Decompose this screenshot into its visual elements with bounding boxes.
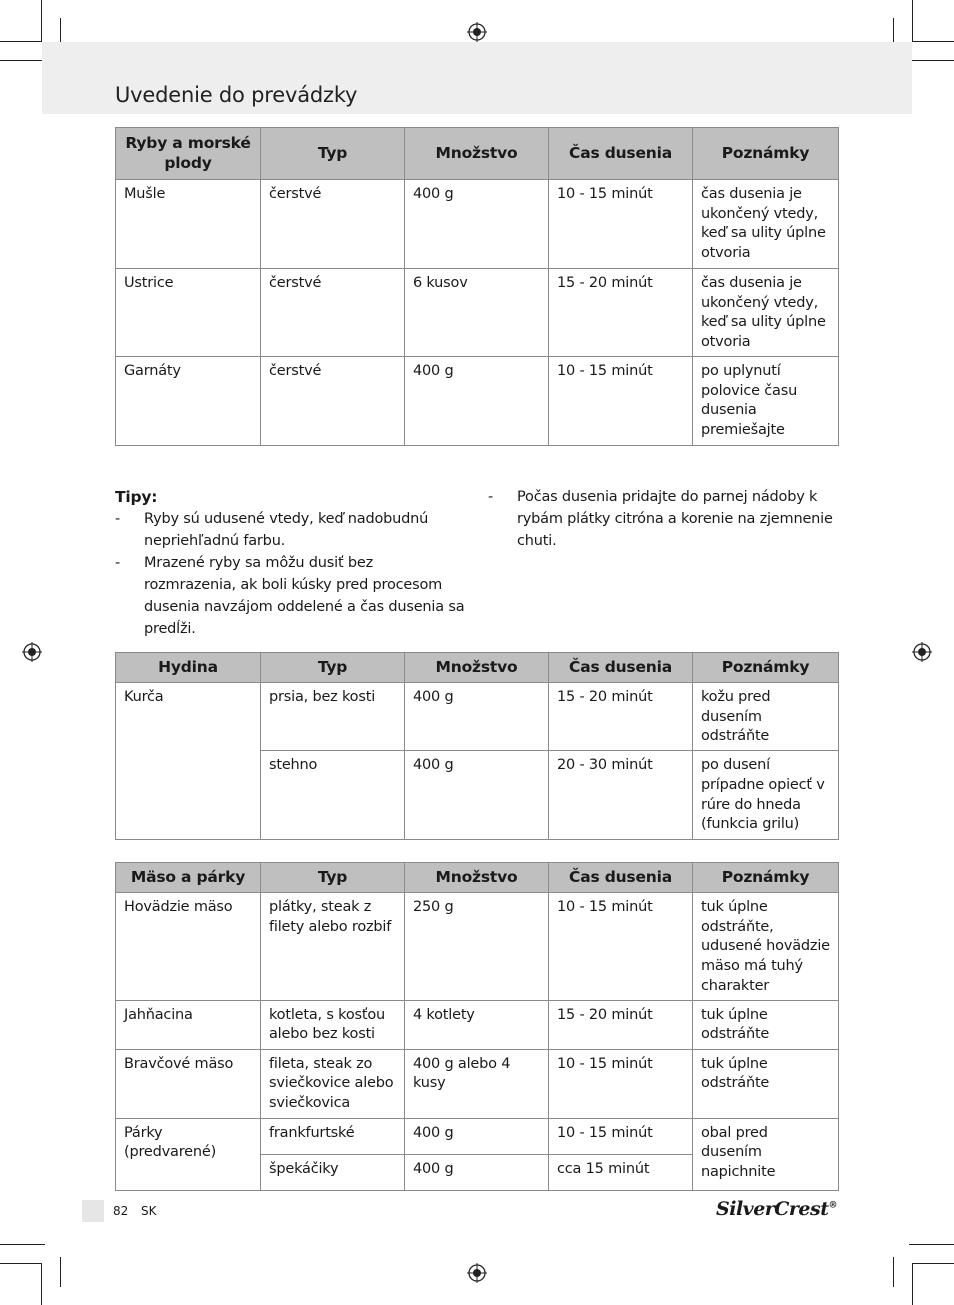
table-row [116,1118,839,1154]
crop-mark [912,1263,913,1305]
meat-table [115,862,839,1191]
tips-left [115,486,469,640]
table-cell: 400 g [405,1118,549,1154]
list-item: - Mrazené ryby sa môžu dusiť bez rozmrazenia, ak boli kúsky pred procesom dusenia navzájom oddelené a čas dusenia sa predĺži. [115,555,465,637]
registered-mark: ® [828,1200,837,1211]
crop-mark [912,41,954,42]
table-cell: fileta, steak zo sviečkovice alebo sviečkovica [261,1049,405,1118]
crop-mark [0,1244,45,1245]
table-header: Čas dusenia [549,863,693,893]
table-cell: tuk úplne odstráňte [693,1049,839,1118]
tip-text: Počas dusenia pridajte do parnej nádoby k rybám plátky citróna a korenie na zjemnenie chuti. [517,489,833,549]
crop-mark [909,1244,954,1245]
table-cell: 400 g [405,1154,549,1190]
table-row [116,180,839,269]
table-cell: čerstvé [261,180,405,269]
page-number: 82 [113,1204,129,1218]
tip-text: Ryby sú udusené vtedy, keď nadobudnú nepriehľadnú farbu. [144,511,429,549]
table-cell: 10 - 15 minút [549,357,693,446]
table-cell: 10 - 15 minút [549,180,693,269]
table-cell: 400 g [405,180,549,269]
registration-mark-icon [912,642,932,662]
table-header: Množstvo [405,863,549,893]
table-cell: 400 g [405,683,549,751]
crop-mark [0,1263,42,1264]
language-code: SK [141,1204,157,1218]
table-cell: po dusení prípadne opiecť v rúre do hneda (funkcia grilu) [693,751,839,840]
table-cell: Garnáty [116,357,261,446]
table-header: Poznámky [693,128,839,180]
table-header: Čas dusenia [549,653,693,683]
crop-mark [41,1263,42,1305]
page-title: Uvedenie do prevádzky [115,83,358,107]
tips-title: Tipy: [115,488,158,506]
crop-mark [912,0,913,42]
table-cell: Ustrice [116,269,261,357]
table-cell: kožu pred dusením odstráňte [693,683,839,751]
table-cell: 15 - 20 minút [549,683,693,751]
table-cell: Mušle [116,180,261,269]
table-cell: 15 - 20 minút [549,269,693,357]
tips-right [488,486,838,552]
crop-mark [41,0,42,42]
table-cell: kotleta, s kosťou alebo bez kosti [261,1000,405,1049]
table-cell: Kurča [116,683,261,840]
poultry-table [115,652,839,840]
table-cell: 400 g alebo 4 kusy [405,1049,549,1118]
table-cell: tuk úplne odstráňte [693,1000,839,1049]
registration-mark-icon [467,1263,487,1283]
list-item: - Ryby sú udusené vtedy, keď nadobudnú nepriehľadnú farbu. [115,511,429,549]
table-cell: Jahňacina [116,1000,261,1049]
table-cell: 20 - 30 minút [549,751,693,840]
table-cell: 10 - 15 minút [549,1118,693,1154]
table-cell: 400 g [405,357,549,446]
table-cell: frankfurtské [261,1118,405,1154]
fish-table [115,127,839,446]
table-header: Množstvo [405,128,549,180]
table-cell: 10 - 15 minút [549,1049,693,1118]
table-cell: Párky (predvarené) [116,1118,261,1190]
table-cell: 400 g [405,751,549,840]
table-cell: obal pred dusením napichnite [693,1118,839,1190]
table-header-row [116,653,839,683]
table-cell: 6 kusov [405,269,549,357]
table-cell: špekáčiky [261,1154,405,1190]
table-cell: 4 kotlety [405,1000,549,1049]
table-header-row [116,863,839,893]
registration-mark-icon [467,22,487,42]
tips-list [488,486,838,552]
table-row [116,1000,839,1049]
table-cell: čas dusenia je ukončený vtedy, keď sa ulity úplne otvoria [693,269,839,357]
table-row [116,269,839,357]
table-cell: cca 15 minút [549,1154,693,1190]
table-cell: po uplynutí polovice času dusenia premiešajte [693,357,839,446]
table-cell: plátky, steak z filety alebo rozbif [261,893,405,1001]
table-cell: čerstvé [261,269,405,357]
table-cell: čas dusenia je ukončený vtedy, keď sa ulity úplne otvoria [693,180,839,269]
table-header: Hydina [116,653,261,683]
registration-mark-icon [22,642,42,662]
table-cell: 10 - 15 minút [549,893,693,1001]
table-header: Poznámky [693,653,839,683]
table-header: Ryby a morské plody [116,128,261,180]
brand-logo [716,1198,837,1220]
crop-mark [893,1257,894,1287]
table-cell: Hovädzie mäso [116,893,261,1001]
table-header: Množstvo [405,653,549,683]
table-cell: Bravčové mäso [116,1049,261,1118]
table-header: Mäso a párky [116,863,261,893]
list-item: - Počas dusenia pridajte do parnej nádoby k rybám plátky citróna a korenie na zjemnenie chuti. [488,489,833,549]
tip-text: Mrazené ryby sa môžu dusiť bez rozmrazenia, ak boli kúsky pred procesom dusenia navzájom oddelené a čas dusenia sa predĺži. [144,555,465,637]
page-number-box [82,1200,104,1222]
table-header: Typ [261,863,405,893]
crop-mark [0,41,42,42]
crop-mark [60,1257,61,1287]
table-cell: tuk úplne odstráňte, udusené hovädzie mäso má tuhý charakter [693,893,839,1001]
crop-mark [912,1263,954,1264]
table-header: Poznámky [693,863,839,893]
table-header: Čas dusenia [549,128,693,180]
table-row [116,683,839,751]
table-header: Typ [261,128,405,180]
tips-list [115,508,469,640]
table-cell: stehno [261,751,405,840]
crop-mark [909,60,954,61]
table-row [116,893,839,1001]
table-cell: 250 g [405,893,549,1001]
table-header: Typ [261,653,405,683]
table-row [116,357,839,446]
table-cell: 15 - 20 minút [549,1000,693,1049]
brand-name: SilverCrest [716,1198,829,1220]
table-cell: čerstvé [261,357,405,446]
table-header-row [116,128,839,180]
table-row [116,1049,839,1118]
crop-mark [0,60,45,61]
table-cell: prsia, bez kosti [261,683,405,751]
